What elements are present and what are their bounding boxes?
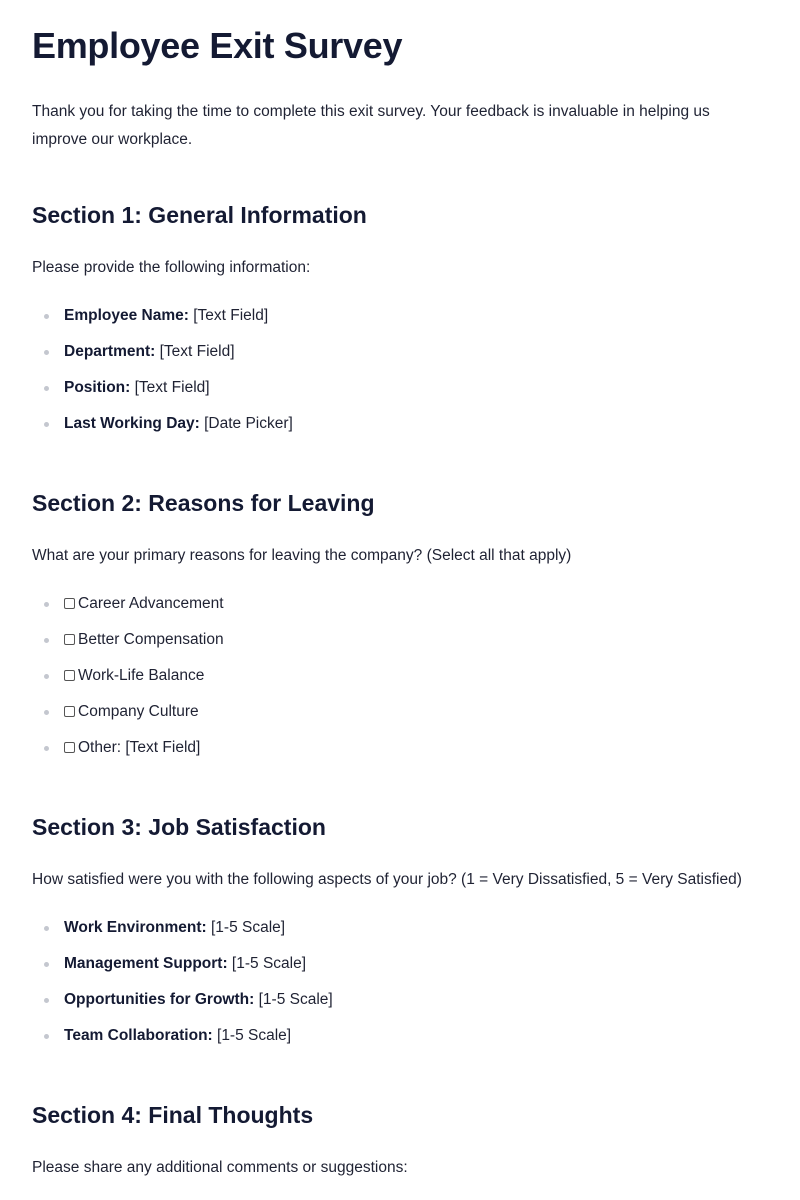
bullet-icon — [44, 314, 49, 319]
list-item — [32, 736, 768, 772]
checkbox-label[interactable]: Other: [Text Field] — [78, 739, 201, 756]
rating-value[interactable]: [1-5 Scale] — [212, 1027, 292, 1044]
rating-label: Work Environment: — [64, 919, 207, 936]
checkbox[interactable] — [64, 742, 75, 753]
section-lead: What are your primary reasons for leaving the company? (Select all that apply) — [32, 547, 572, 564]
field-label: Department: — [64, 343, 156, 360]
rating-label: Opportunities for Growth: — [64, 991, 255, 1008]
bullet-icon — [44, 710, 49, 715]
checkbox-label[interactable]: Better Compensation — [78, 631, 224, 648]
rating-label: Management Support: — [64, 955, 228, 972]
checkbox-list — [32, 592, 768, 772]
rating-value[interactable]: [1-5 Scale] — [206, 919, 286, 936]
bullet-icon — [44, 386, 49, 391]
field-value[interactable]: [Text Field] — [155, 343, 235, 360]
bullet-icon — [44, 674, 49, 679]
field-label: Last Working Day: — [64, 415, 200, 432]
field-label: Employee Name: — [64, 307, 189, 324]
section-lead: How satisfied were you with the following aspects of your job? (1 = Very Dissatisfied, 5 = Very Satisfied) — [32, 871, 742, 888]
bullet-icon — [44, 602, 49, 607]
section-heading: Section 3: Job Satisfaction — [32, 814, 326, 840]
field-list — [32, 304, 768, 448]
intro-text: Thank you for taking the time to complete this exit survey. Your feedback is invaluable in helping us improve our workplace. — [32, 103, 710, 148]
list-item — [32, 304, 768, 340]
list-item — [32, 952, 768, 988]
bullet-icon — [44, 998, 49, 1003]
field-value[interactable]: [Text Field] — [188, 307, 269, 324]
field-value[interactable]: [Date Picker] — [199, 415, 293, 432]
checkbox-label[interactable]: Work-Life Balance — [78, 667, 205, 684]
section-general-information — [32, 200, 768, 448]
list-item — [32, 592, 768, 628]
checkbox-label[interactable]: Career Advancement — [78, 595, 224, 612]
section-heading: Section 1: General Information — [32, 202, 367, 228]
section-lead: Please provide the following information: — [32, 259, 311, 276]
section-job-satisfaction — [32, 812, 768, 1060]
rating-list — [32, 916, 768, 1060]
bullet-icon — [44, 746, 49, 751]
section-final-thoughts — [32, 1100, 768, 1200]
bullet-icon — [44, 422, 49, 427]
list-item — [32, 412, 768, 448]
bullet-icon — [44, 962, 49, 967]
page-title: Employee Exit Survey — [32, 25, 403, 66]
list-item — [32, 1024, 768, 1060]
rating-value[interactable]: [1-5 Scale] — [227, 955, 307, 972]
checkbox[interactable] — [64, 670, 75, 681]
bullet-icon — [44, 1034, 49, 1039]
section-lead: Please share any additional comments or suggestions: — [32, 1159, 408, 1176]
checkbox-label[interactable]: Company Culture — [78, 703, 199, 720]
list-item — [32, 916, 768, 952]
rating-value[interactable]: [1-5 Scale] — [254, 991, 333, 1008]
section-reasons-for-leaving — [32, 488, 768, 772]
list-item — [32, 340, 768, 376]
list-item — [32, 376, 768, 412]
field-label: Position: — [64, 379, 131, 396]
checkbox[interactable] — [64, 598, 75, 609]
list-item — [32, 988, 768, 1024]
section-heading: Section 4: Final Thoughts — [32, 1102, 314, 1128]
bullet-icon — [44, 638, 49, 643]
checkbox[interactable] — [64, 634, 75, 645]
field-value[interactable]: [Text Field] — [130, 379, 210, 396]
list-item — [32, 700, 768, 736]
checkbox[interactable] — [64, 706, 75, 717]
bullet-icon — [44, 350, 49, 355]
bullet-icon — [44, 926, 49, 931]
rating-label: Team Collaboration: — [64, 1027, 213, 1044]
list-item — [32, 664, 768, 700]
section-heading: Section 2: Reasons for Leaving — [32, 490, 375, 516]
list-item — [32, 628, 768, 664]
